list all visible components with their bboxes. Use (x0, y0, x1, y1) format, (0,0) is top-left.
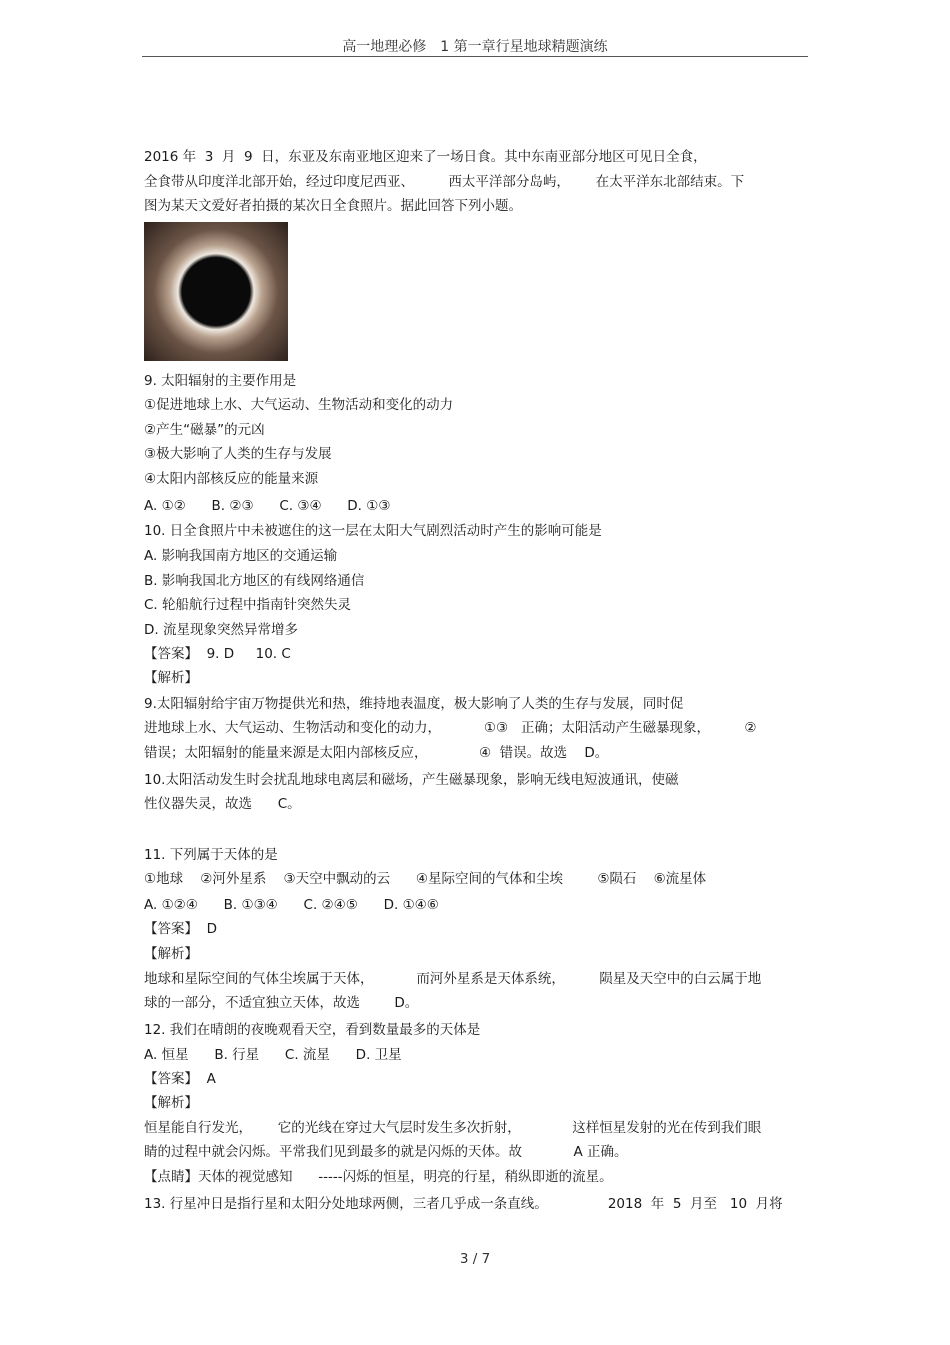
answer-12: 【答案】 A (144, 1071, 216, 1087)
analysis-10-line-2: 性仪器失灵，故选 C。 (144, 796, 301, 812)
answer-11: 【答案】 D (144, 921, 217, 937)
analysis-9-line-1: 9.太阳辐射给宇宙万物提供光和热，维持地表温度，极大影响了人类的生存与发展，同时促 (144, 696, 684, 712)
question-10-option-b: B. 影响我国北方地区的有线网络通信 (144, 573, 365, 589)
question-10-option-a: A. 影响我国南方地区的交通运输 (144, 548, 338, 564)
question-9-item-2: ②产生“磁暴”的元凶 (144, 422, 265, 438)
intro-line-1: 2016 年 3 月 9 日，东亚及东南亚地区迎来了一场日食。其中东南亚部分地区可见日全食， (144, 149, 707, 165)
analysis-11-line-1: 地球和星际空间的气体尘埃属于天体， 而河外星系是天体系统， 陨星及天空中的白云属于地 (144, 971, 762, 987)
question-10-option-d: D. 流星现象突然异常增多 (144, 622, 298, 638)
question-9-stem: 9. 太阳辐射的主要作用是 (144, 373, 297, 389)
answer-9-10: 【答案】 9. D 10. C (144, 646, 291, 662)
analysis-12-line-1: 恒星能自行发光， 它的光线在穿过大气层时发生多次折射， 这样恒星发射的光在传到我们眼 (144, 1120, 762, 1136)
question-10-stem: 10. 日全食照片中未被遮住的这一层在太阳大气剧烈活动时产生的影响可能是 (144, 523, 602, 539)
question-9-options: A. ①② B. ②③ C. ③④ D. ①③ (144, 498, 391, 514)
analysis-label-12: 【解析】 (144, 1095, 198, 1111)
question-11-options: A. ①②④ B. ①③④ C. ②④⑤ D. ①④⑥ (144, 897, 439, 913)
intro-line-3: 图为某天文爱好者拍摄的某次日全食照片。据此回答下列小题。 (144, 198, 522, 214)
analysis-label-11: 【解析】 (144, 946, 198, 962)
question-12-stem: 12. 我们在晴朗的夜晚观看天空，看到数量最多的天体是 (144, 1022, 481, 1038)
intro-line-2: 全食带从印度洋北部开始，经过印度尼西亚、 西太平洋部分岛屿， 在太平洋东北部结束。下 (144, 174, 745, 190)
question-11-items: ①地球 ②河外星系 ③天空中飘动的云 ④星际空间的气体和尘埃 ⑤陨石 ⑥流星体 (144, 871, 707, 887)
analysis-12-line-2: 睛的过程中就会闪烁。平常我们见到最多的就是闪烁的天体。故 A 正确。 (144, 1144, 628, 1160)
solar-eclipse-photo (144, 222, 288, 361)
tip-12: 【点睛】天体的视觉感知 -----闪烁的恒星，明亮的行星，稍纵即逝的流星。 (144, 1169, 613, 1185)
page-header: 高一地理必修 1 第一章行星地球精题演练 (342, 39, 608, 55)
question-9-item-4: ④太阳内部核反应的能量来源 (144, 471, 319, 487)
question-12-options: A. 恒星 B. 行星 C. 流星 D. 卫星 (144, 1047, 402, 1063)
question-9-item-1: ①促进地球上水、大气运动、生物活动和变化的动力 (144, 397, 454, 413)
page-number: 3 / 7 (459, 1251, 491, 1267)
question-11-stem: 11. 下列属于天体的是 (144, 847, 278, 863)
analysis-10-line-1: 10.太阳活动发生时会扰乱地球电离层和磁场，产生磁暴现象，影响无线电短波通讯，使磁 (144, 772, 679, 788)
question-13-stem: 13. 行星冲日是指行星和太阳分处地球两侧，三者几乎成一条直线。 2018 年 5 月至 10 月将 (144, 1196, 783, 1212)
analysis-label-9-10: 【解析】 (144, 670, 198, 686)
question-10-option-c: C. 轮船航行过程中指南针突然失灵 (144, 597, 352, 613)
analysis-9-line-3: 错误；太阳辐射的能量来源是太阳内部核反应， ④ 错误。故选 D。 (144, 745, 609, 761)
header-rule (142, 56, 808, 57)
analysis-11-line-2: 球的一部分，不适宜独立天体，故选 D。 (144, 995, 419, 1011)
analysis-9-line-2: 进地球上水、大气运动、生物活动和变化的动力， ①③ 正确；太阳活动产生磁暴现象， ② (144, 720, 757, 736)
question-9-item-3: ③极大影响了人类的生存与发展 (144, 446, 332, 462)
